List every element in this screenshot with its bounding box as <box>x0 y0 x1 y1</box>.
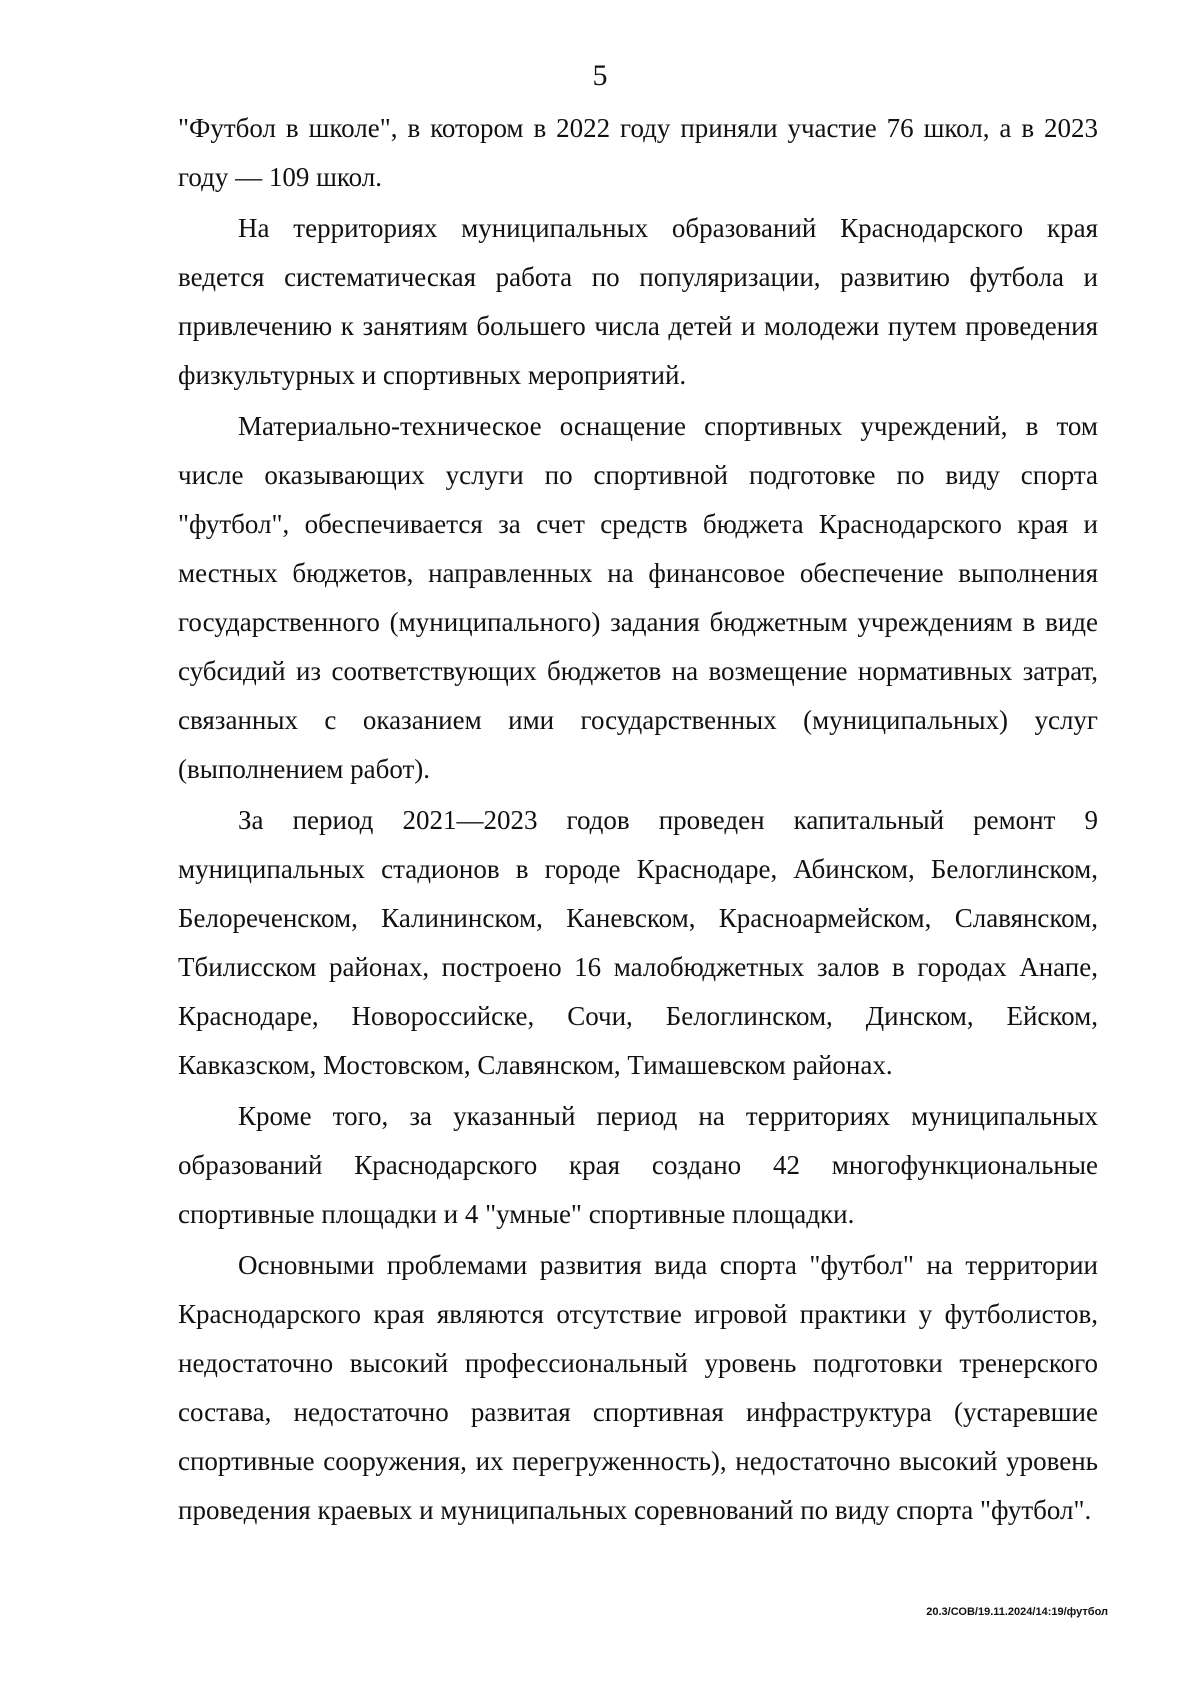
document-body <box>178 104 1098 1537</box>
page-number: 5 <box>592 59 608 92</box>
document-footer-code: 20.3/СОВ/19.11.2024/14:19/футбол <box>926 1606 1108 1618</box>
paragraph-sports-grounds: Кроме того, за указанный период на территориях муниципальных образований Краснодарского края создано 42 многофункциональные спортивные площадки и 4 "умные" спортивные площадки. <box>178 1101 1098 1229</box>
paragraph-football-promotion: На территориях муниципальных образований Краснодарского края ведется систематическая работа по популяризации, развитию футбола и привлечению к занятиям большего числа детей и молодежи путем проведения физкультурных и спортивных мероприятий. <box>178 213 1098 390</box>
paragraph-main-problems: Основными проблемами развития вида спорта "футбол" на территории Краснодарского края являются отсутствие игровой практики у футболистов, недостаточно высокий профессиональный уровень подготовки тренерского состава, недостаточно развитая спортивная инфраструктура (устаревшие спортивные сооружения, их перегруженность), недостаточно высокий уровень проведения краевых и муниципальных соревнований по виду спорта "футбол". <box>178 1250 1098 1525</box>
paragraph-stadium-repair: За период 2021—2023 годов проведен капитальный ремонт 9 муниципальных стадионов в городе Краснодаре, Абинском, Белоглинском, Белореченском, Калининском, Каневском, Красноармейском, Славянском, Тбилисском районах, построено 16 малобюджетных залов в городах Анапе, Краснодаре, Новороссийске, Сочи, Белоглинском, Динском, Ейском, Кавказском, Мостовском, Славянском, Тимашевском районах. <box>178 805 1098 1080</box>
paragraph-continuation: "Футбол в школе", в котором в 2022 году приняли участие 76 школ, а в 2023 году — 109 школ. <box>178 113 1098 192</box>
paragraph-material-support: Материально-техническое оснащение спортивных учреждений, в том числе оказывающих услуги по спортивной подготовке по виду спорта "футбол", обеспечивается за счет средств бюджета Краснодарского края и местных бюджетов, направленных на финансовое обеспечение выполнения государственного (муниципального) задания бюджетным учреждениям в виде субсидий из соответствующих бюджетов на возмещение нормативных затрат, связанных с оказанием ими государственных (муниципальных) услуг (выполнением работ). <box>178 411 1098 784</box>
